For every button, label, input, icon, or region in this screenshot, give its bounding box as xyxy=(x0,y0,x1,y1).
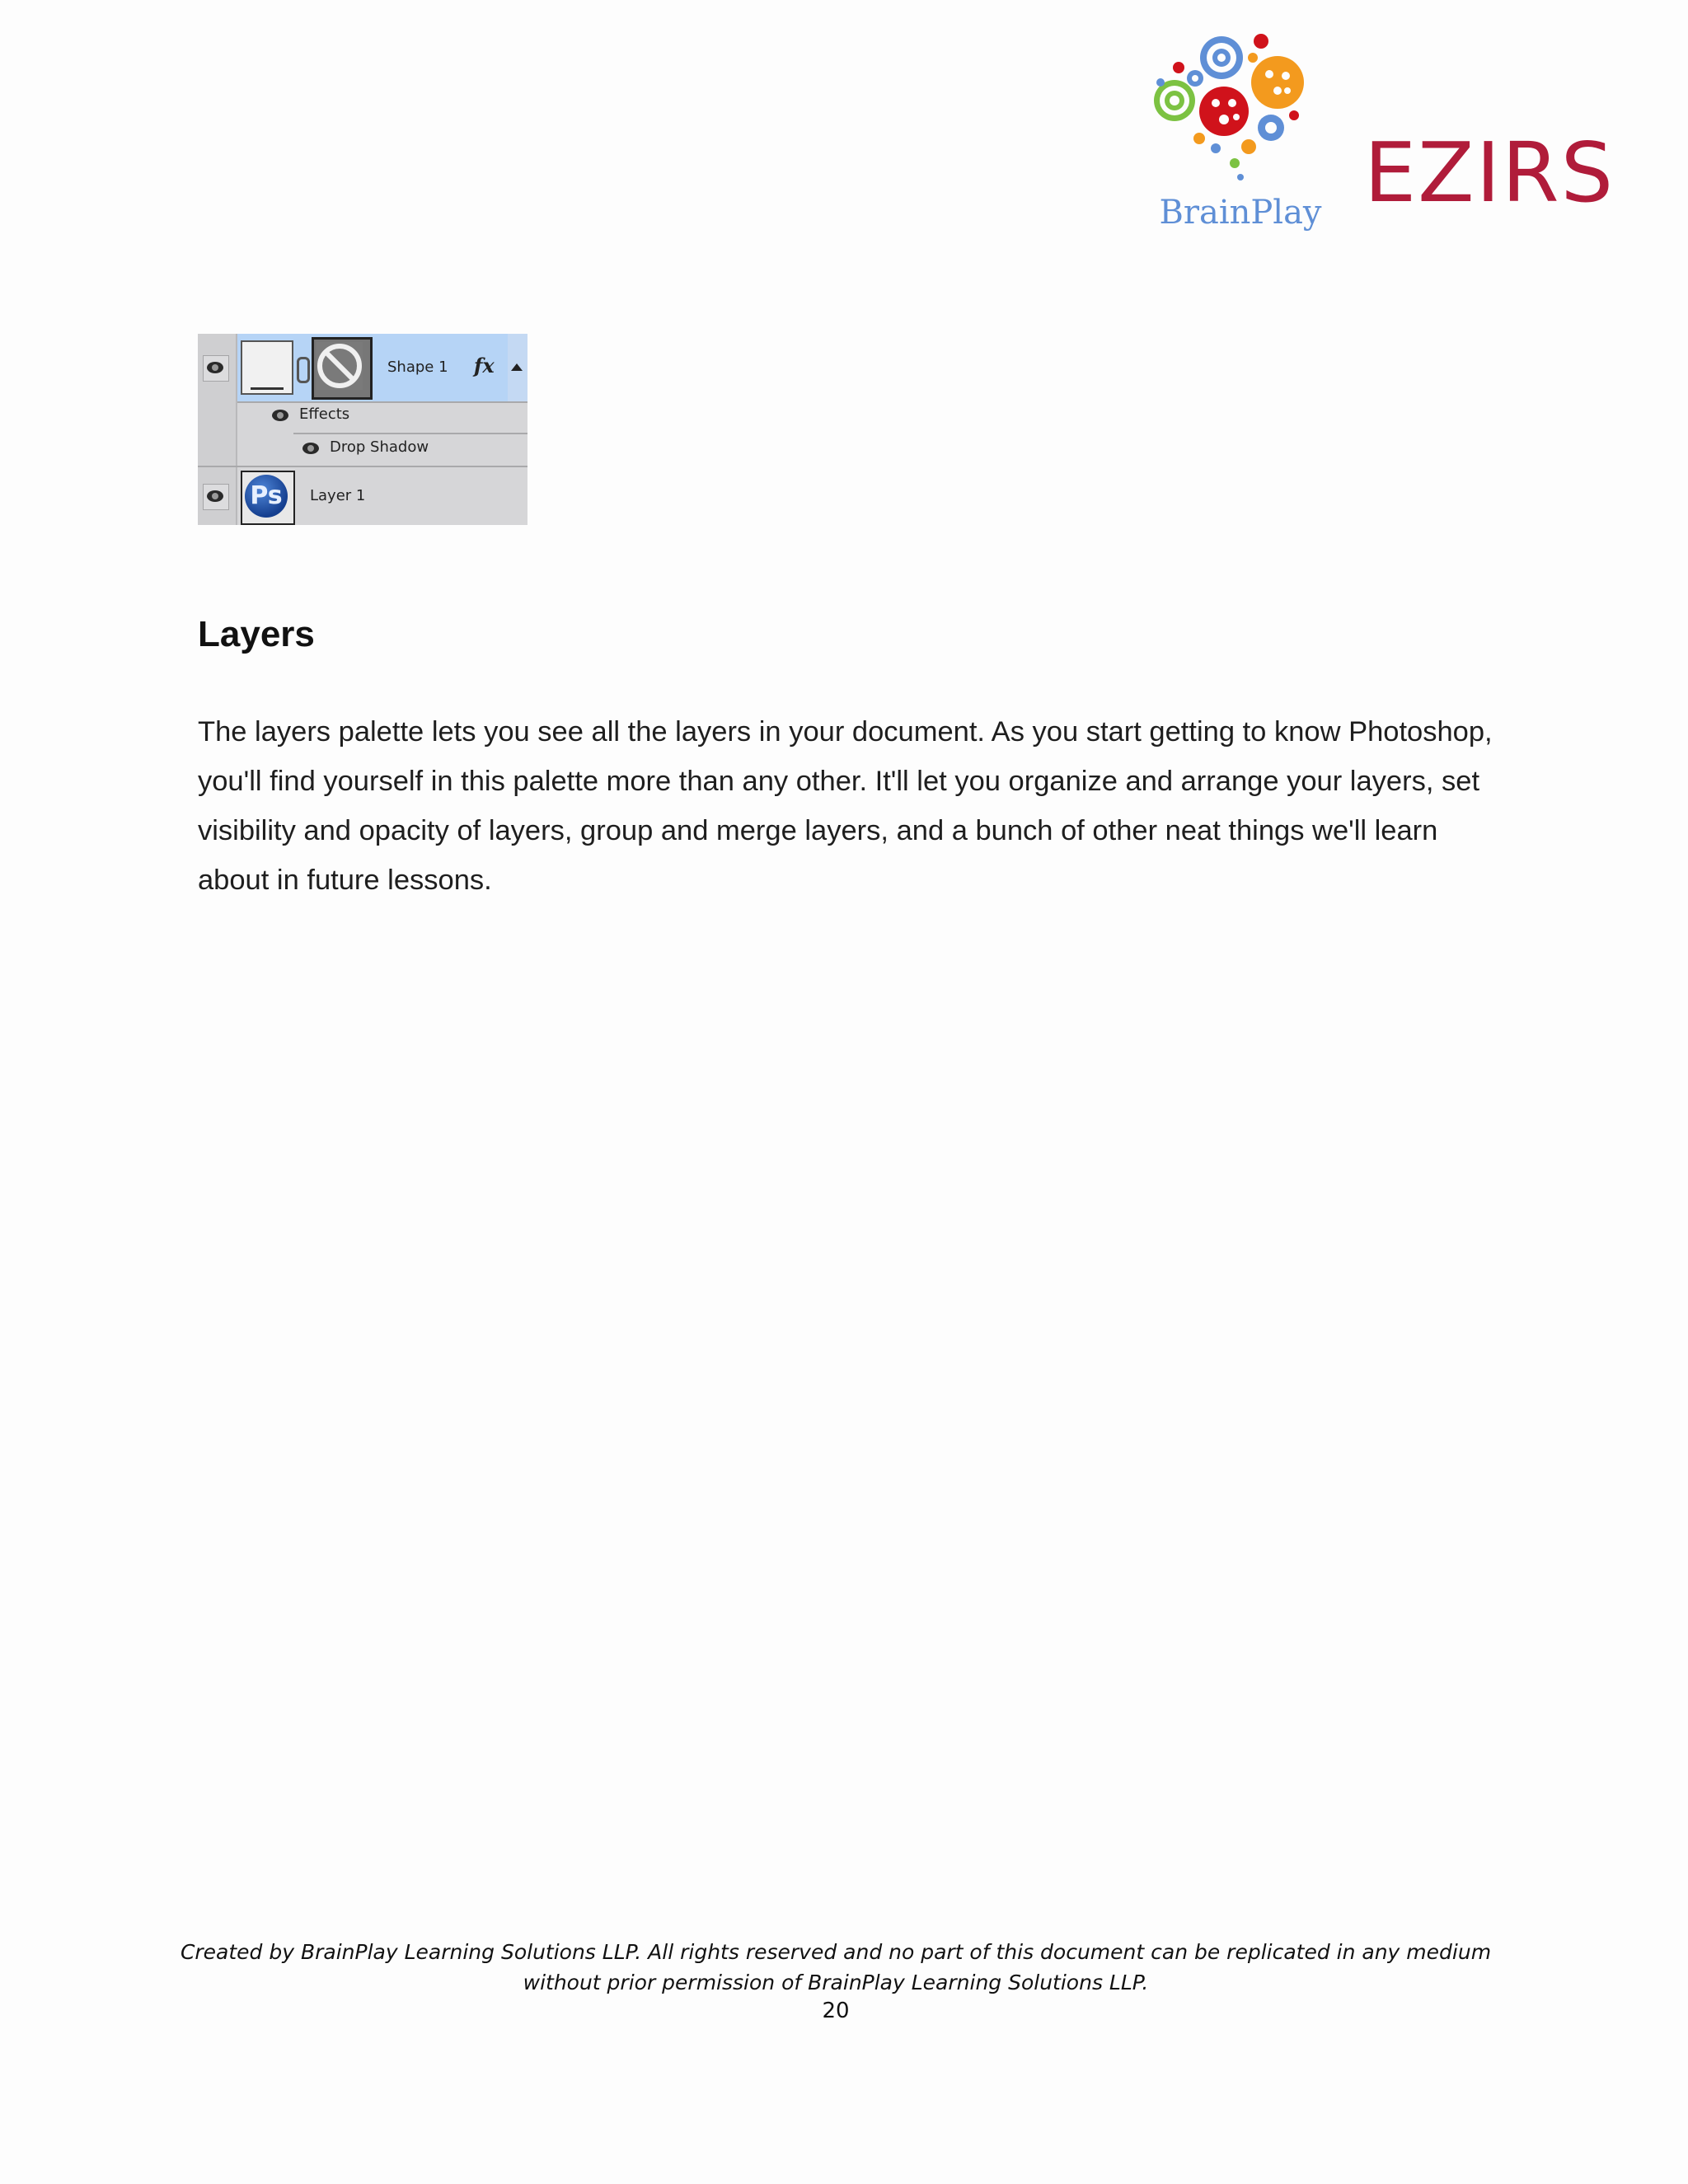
gear-orange xyxy=(1251,56,1304,109)
layer-thumbnail-ps xyxy=(241,471,295,525)
eye-icon xyxy=(272,410,288,421)
brainplay-wordmark: BrainPlay xyxy=(1159,194,1322,232)
no-symbol-icon xyxy=(314,340,365,392)
vector-mask-thumbnail xyxy=(312,337,373,400)
photoshop-icon: Ps xyxy=(245,475,288,518)
eye-icon xyxy=(302,443,319,454)
row-divider xyxy=(237,401,528,403)
row-divider xyxy=(198,466,528,467)
fx-icon: fx xyxy=(474,354,495,377)
layers-panel-screenshot xyxy=(198,334,528,525)
eye-icon xyxy=(207,490,223,502)
section-heading: Layers xyxy=(198,614,315,654)
footer-line-1: Created by BrainPlay Learning Solutions LLP. All rights reserved and no part of this document can be replicated in any medium xyxy=(180,1940,1492,1964)
body-paragraph: The layers palette lets you see all the layers in your document. As you start getting to know Photoshop, you'll find yourself in this palette more than any other. It'll let you organize and arrange your layers, set visibility and opacity of layers, group and merge layers, and a bunch of other neat things we'll learn about in future lessons. xyxy=(198,716,1493,896)
layer-name-shape: Shape 1 xyxy=(387,359,448,376)
scroll-up-arrow-icon xyxy=(511,363,523,371)
brainplay-logo xyxy=(1146,25,1327,232)
gears-brain-icon xyxy=(1146,25,1327,194)
effects-label: Effects xyxy=(299,405,350,423)
drop-shadow-label: Drop Shadow xyxy=(330,438,429,456)
footer-line-2: without prior permission of BrainPlay Learning Solutions LLP. xyxy=(523,1971,1149,1994)
link-chain-icon xyxy=(297,357,310,383)
page-number: 20 xyxy=(822,1999,850,2023)
layer-thumbnail-shape xyxy=(241,340,293,395)
eye-icon xyxy=(207,362,223,373)
ezirs-logo: EZIRS xyxy=(1364,124,1615,221)
row-divider xyxy=(293,433,528,434)
gear-blue-large xyxy=(1200,36,1243,79)
gear-red xyxy=(1199,87,1249,136)
layer-name-base: Layer 1 xyxy=(310,487,366,504)
copyright-footer xyxy=(165,1937,1507,1998)
